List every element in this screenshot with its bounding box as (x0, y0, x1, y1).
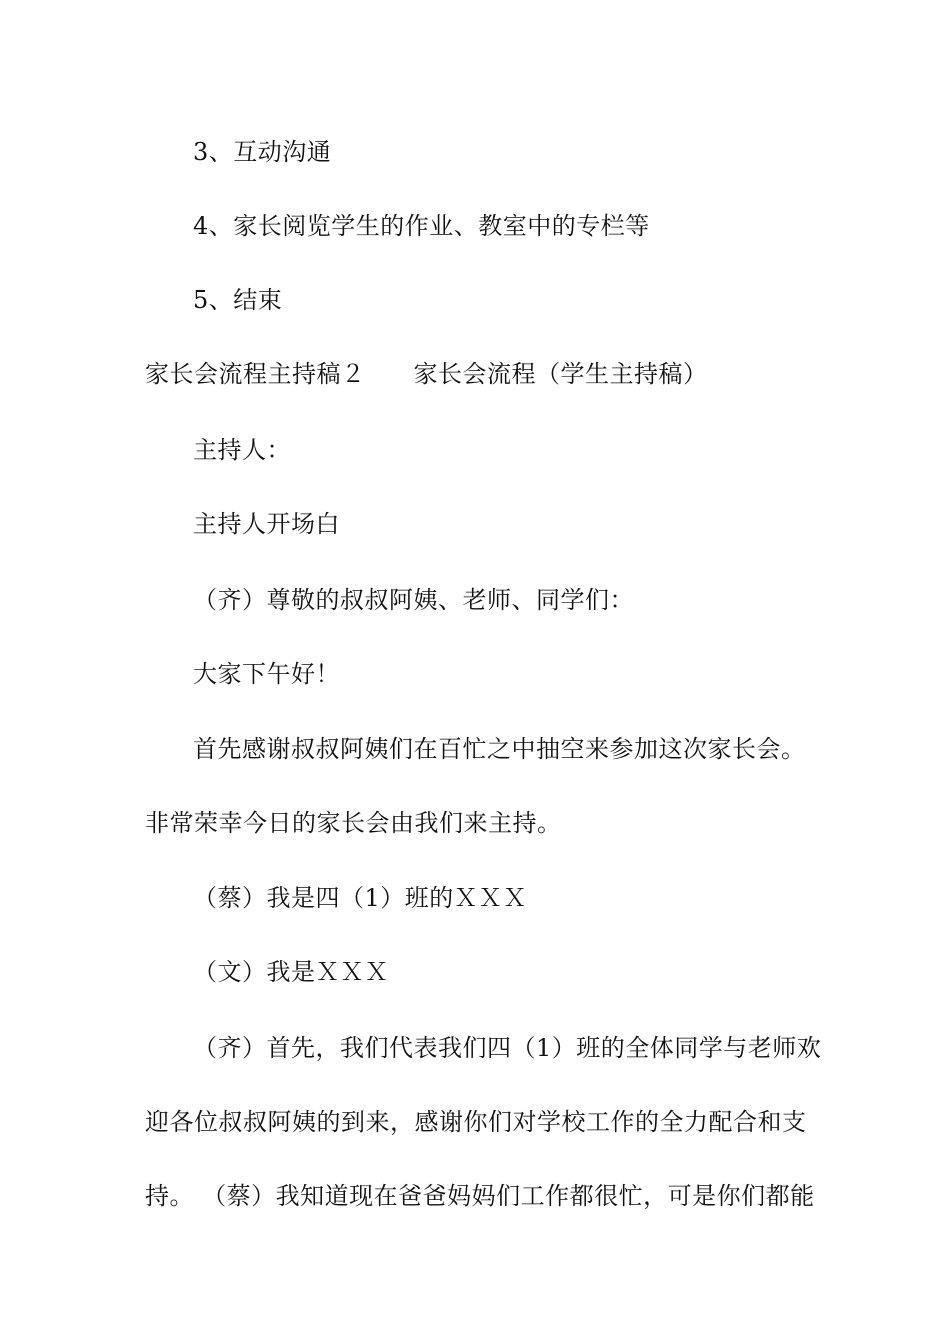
list-item-5: 5、结束 (193, 286, 283, 314)
paragraph-intro-cai: （蔡）我是四（1）班的ＸＸＸ (193, 884, 528, 912)
paragraph-welcome-cont: 迎各位叔叔阿姨的到来，感谢你们对学校工作的全力配合和支 (145, 1108, 807, 1136)
paragraph-welcome: （齐）首先，我们代表我们四（1）班的全体同学与老师欢 (193, 1034, 822, 1062)
paragraph-host-label: 主持人： (193, 436, 291, 464)
paragraph-thanks: 首先感谢叔叔阿姨们在百忙之中抽空来参加这次家长会。 (193, 735, 806, 763)
list-item-4: 4、家长阅览学生的作业、教室中的专栏等 (193, 212, 650, 240)
section-subtitle: 家长会流程（学生主持稿） (413, 360, 708, 388)
paragraph-welcome-cont-2: 持。 （蔡）我知道现在爸爸妈妈们工作都很忙，可是你们都能 (145, 1182, 815, 1210)
paragraph-thanks-cont: 非常荣幸今日的家长会由我们来主持。 (145, 809, 562, 837)
list-item-3: 3、互动沟通 (193, 138, 332, 166)
paragraph-good-afternoon: 大家下午好！ (193, 660, 340, 688)
paragraph-opening-label: 主持人开场白 (193, 510, 340, 538)
section-heading (145, 359, 825, 389)
paragraph-greeting: （齐）尊敬的叔叔阿姨、老师、同学们： (193, 586, 634, 614)
section-title: 家长会流程主持稿２ (145, 360, 366, 388)
paragraph-intro-wen: （文）我是ＸＸＸ (193, 958, 389, 986)
